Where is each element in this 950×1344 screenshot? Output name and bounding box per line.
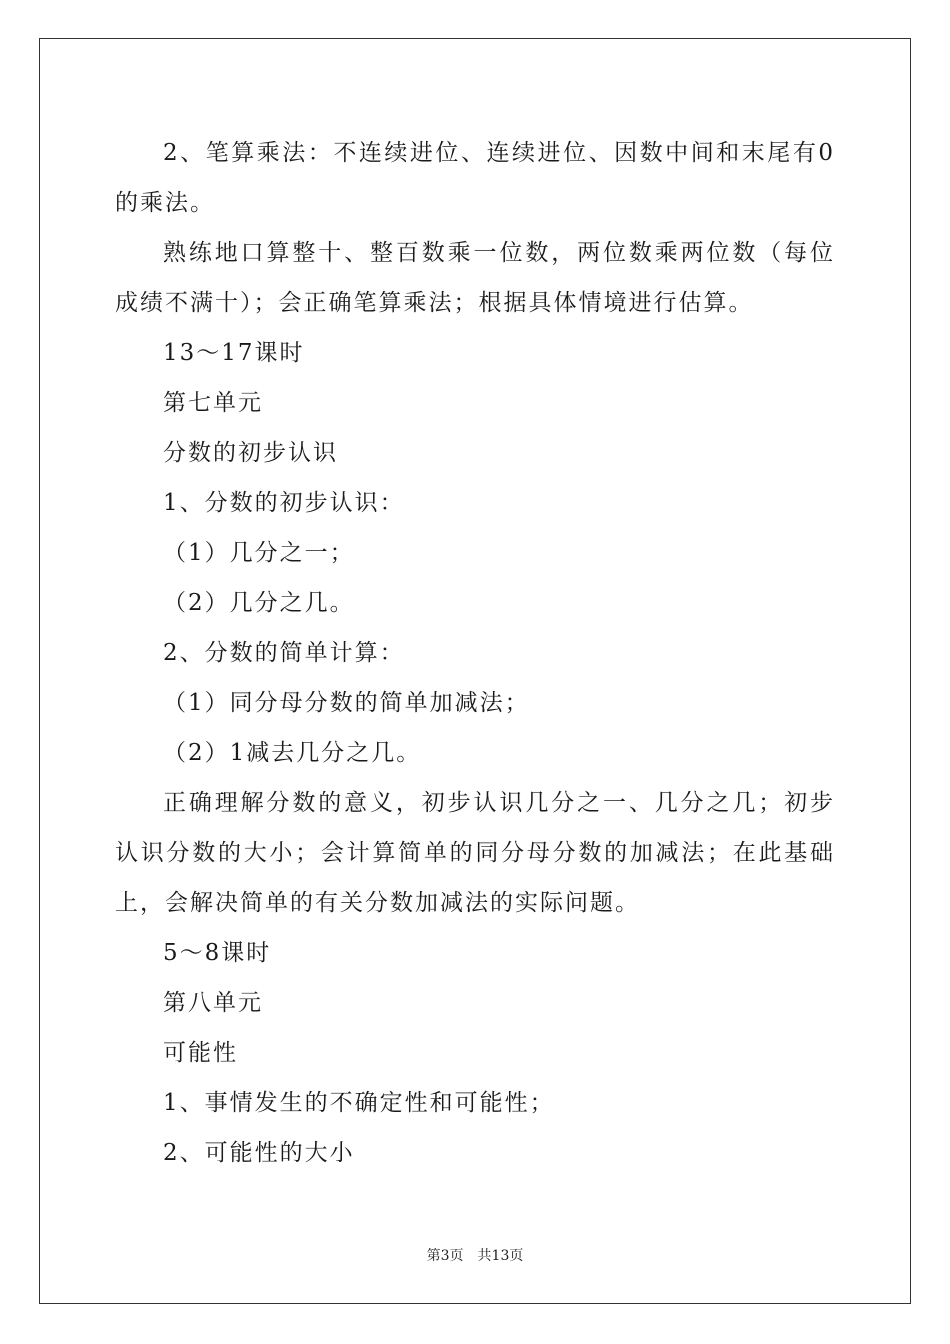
paragraph: （2）几分之几。 [163, 590, 355, 616]
paragraph: （2）1减去几分之几。 [163, 740, 422, 766]
paragraph: 2、分数的简单计算： [163, 640, 405, 666]
page-number: 第3页 [426, 1248, 464, 1264]
paragraph: 13～17课时 [163, 340, 305, 366]
paragraph: 1、分数的初步认识： [163, 490, 405, 516]
paragraph: 1、事情发生的不确定性和可能性； [163, 1090, 555, 1116]
paragraph: 2、可能性的大小 [163, 1140, 355, 1166]
paragraph: （1）几分之一； [163, 540, 355, 566]
paragraph: 5～8课时 [163, 940, 272, 966]
paragraph: （1）同分母分数的简单加减法； [163, 690, 530, 716]
paragraph: 第八单元 [163, 990, 263, 1016]
paragraph: 正确理解分数的意义，初步认识几分之一、几分之几；初步认识分数的大小；会计算简单的同分母分数的加减法；在此基础上，会解决简单的有关分数加减法的实际问题。 [115, 790, 835, 916]
paragraph: 分数的初步认识 [163, 440, 338, 466]
document-body [115, 128, 835, 1178]
paragraph: 熟练地口算整十、整百数乘一位数，两位数乘两位数（每位成绩不满十）；会正确笔算乘法；根据具体情境进行估算。 [115, 240, 835, 316]
paragraph: 第七单元 [163, 390, 263, 416]
page-footer [0, 1245, 950, 1265]
page-total: 共13页 [477, 1248, 524, 1264]
paragraph: 可能性 [163, 1040, 238, 1066]
paragraph: 2、笔算乘法：不连续进位、连续进位、因数中间和末尾有0的乘法。 [115, 140, 835, 216]
